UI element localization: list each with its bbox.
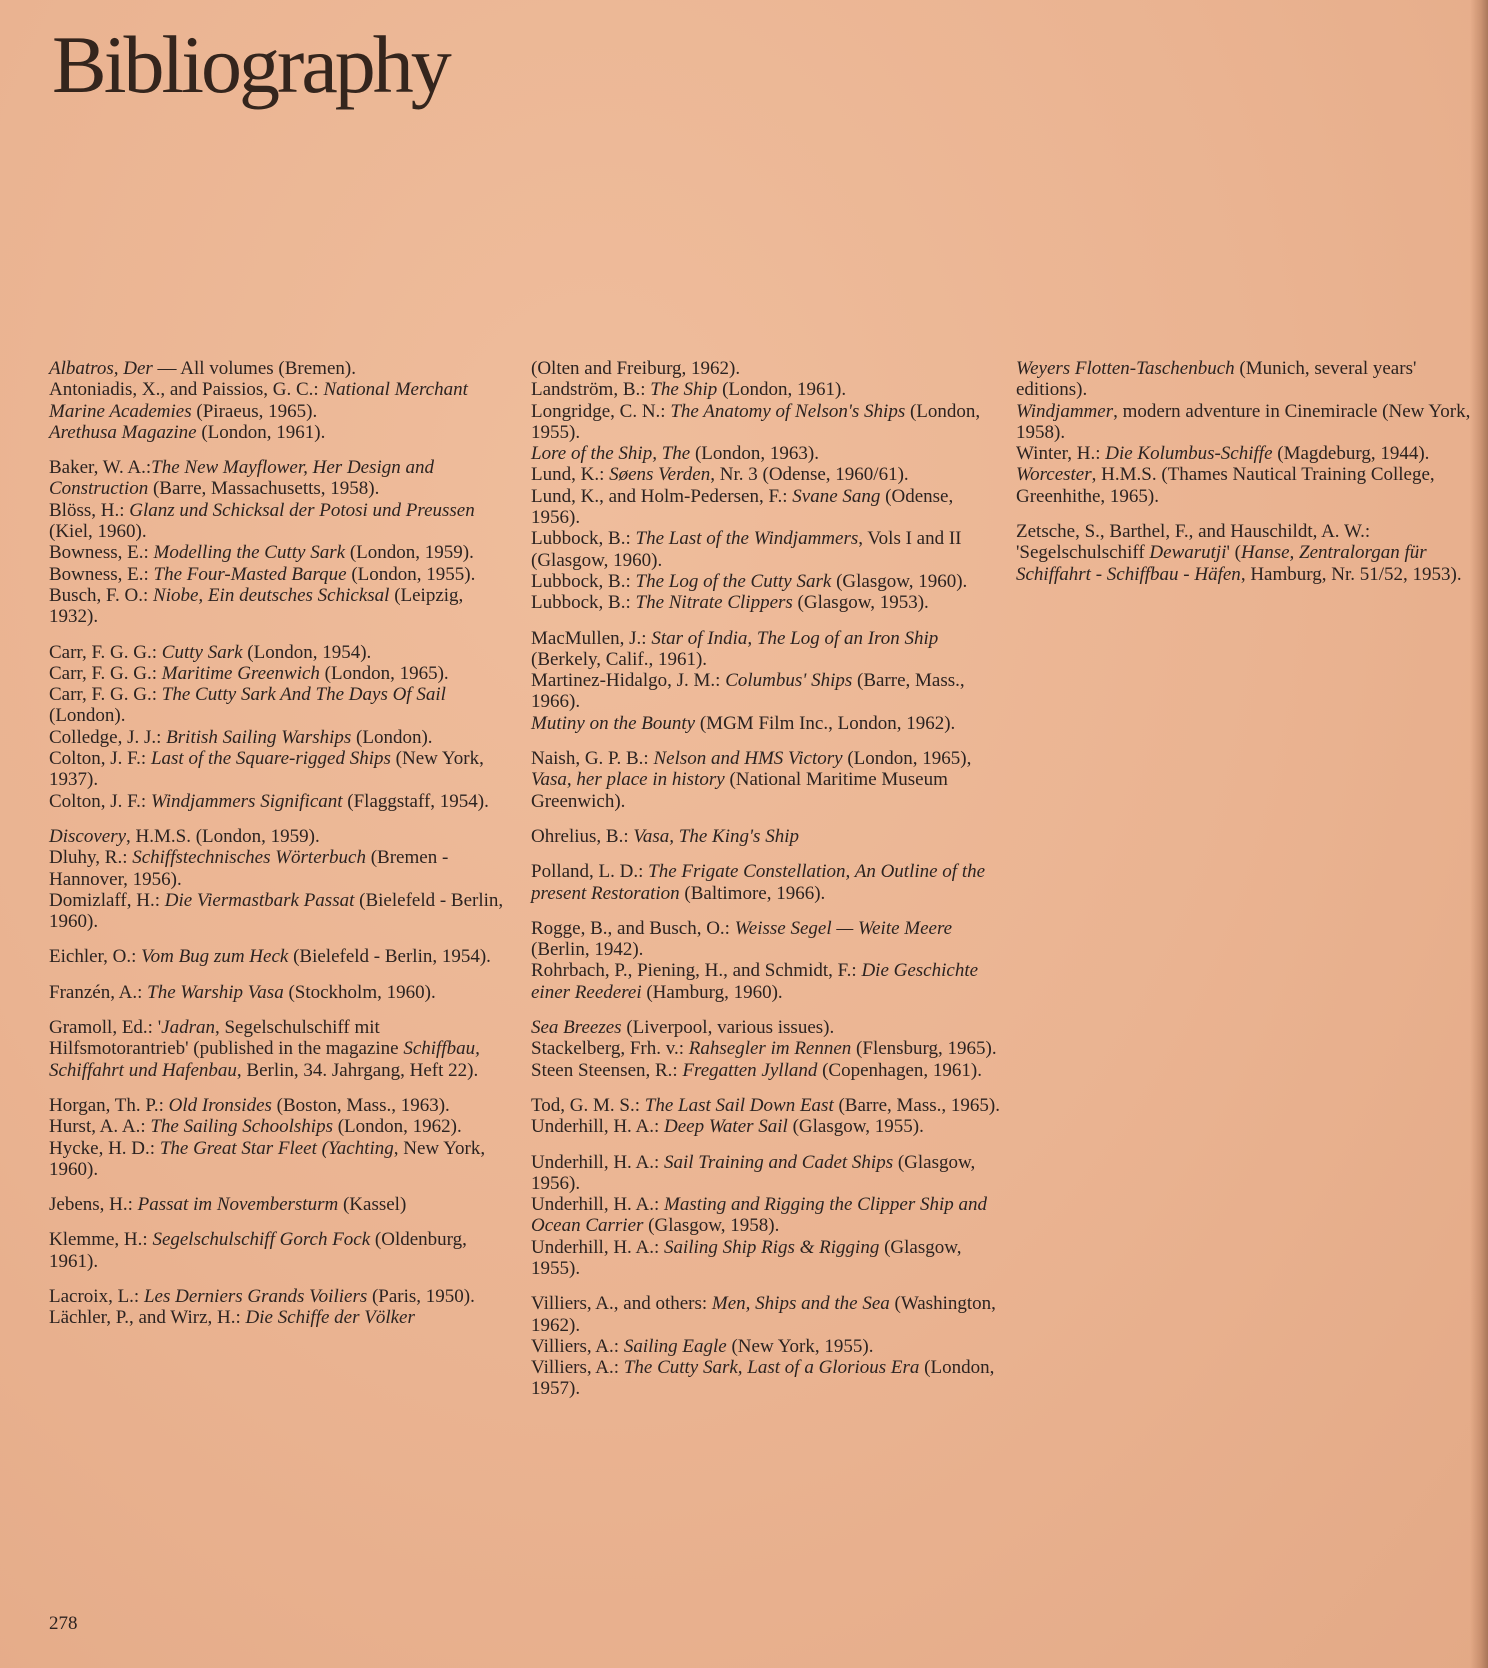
entry-text: (Baltimore, 1966). — [679, 882, 826, 904]
entry-text: Lächler, P., and Wirz, H.: — [49, 1307, 246, 1329]
bibliography-entry — [531, 486, 1001, 529]
entry-text: (Odense, 1956). — [531, 485, 954, 529]
entry-text: ' ( — [1226, 542, 1241, 564]
entry-text: (London, 1962). — [332, 1116, 462, 1138]
bibliography-entry — [49, 422, 509, 443]
entry-title-italic: Passat im Novembersturm — [137, 1194, 339, 1216]
entry-text: (Paris, 1950). — [367, 1285, 475, 1307]
entry-title-italic: Svane Sang — [792, 485, 881, 507]
entry-group — [531, 1152, 1001, 1280]
bibliography-entry — [531, 826, 1001, 847]
bibliography-entry — [531, 670, 1001, 713]
entry-text: , Berlin, 34. Jahrgang, Heft 22). — [236, 1059, 479, 1081]
entry-text: Landström, B.: — [531, 379, 651, 401]
bibliography-entry — [1016, 464, 1476, 507]
bibliography-entry — [49, 564, 509, 585]
entry-text: (Stockholm, 1960). — [283, 981, 436, 1003]
bibliography-entry — [531, 379, 1001, 400]
entry-text: (Kassel) — [338, 1194, 407, 1216]
entry-title-italic: Lore of the Ship, The — [531, 443, 691, 465]
entry-text: , Hamburg, Nr. 51/52, 1953). — [1240, 563, 1462, 585]
entry-title-italic: The Cutty Sark, Last of a Glorious Era — [623, 1357, 920, 1379]
entry-title-italic: Worcester — [1016, 464, 1092, 486]
entry-text: Underhill, H. A.: — [531, 1151, 664, 1173]
entry-title-italic: Men, Ships and the Sea — [711, 1293, 890, 1315]
entry-text: (Hamburg, 1960). — [641, 981, 783, 1003]
entry-text: (Copenhagen, 1961). — [817, 1059, 982, 1081]
entry-title-italic: Masting and Rigging the Clipper Ship and Ocean Carrier — [531, 1194, 987, 1237]
entry-text: (London). — [49, 705, 126, 727]
entry-text: Villiers, A.: — [531, 1357, 624, 1379]
bibliography-entry — [49, 826, 509, 847]
entry-text: Villiers, A., and others: — [531, 1293, 712, 1315]
entry-title-italic: Segelschulschiff Gorch Fock — [152, 1229, 371, 1251]
bibliography-entry — [49, 1286, 509, 1307]
bibliography-column-1 — [49, 358, 509, 1343]
entry-text: Colton, J. F.: — [49, 790, 151, 812]
entry-text: Colledge, J. J.: — [49, 726, 167, 748]
bibliography-entry — [531, 748, 1001, 812]
bibliography-entry — [531, 1017, 1001, 1038]
entry-group — [531, 1293, 1001, 1399]
entry-text: Eichler, O.: — [49, 946, 142, 968]
entry-title-italic: Sailing Ship Rigs & Rigging — [664, 1236, 880, 1258]
entry-text: (London, 1955). — [531, 400, 981, 443]
entry-text: Ohrelius, B.: — [531, 825, 634, 847]
entry-title-italic: The Frigate Constellation, An Outline of the present Restoration — [531, 861, 986, 904]
entry-group — [49, 642, 509, 812]
entry-text: Underhill, H. A.: — [531, 1194, 664, 1216]
entry-text: Stackelberg, Frh. v.: — [531, 1038, 689, 1060]
entry-title-italic: The Anatomy of Nelson's Ships — [670, 400, 906, 422]
entry-text: Carr, F. G. G.: — [49, 662, 162, 684]
entry-text: Zetsche, S., Barthel, F., and Hauschildt, A. W.: 'Segelschulschiff — [1016, 521, 1371, 564]
entry-text: Tod, G. M. S.: — [531, 1094, 645, 1116]
entry-title-italic: Jadran — [161, 1017, 215, 1039]
bibliography-entry — [49, 946, 509, 967]
entry-text: Bowness, E.: — [49, 563, 154, 585]
page-edge-shadow — [1470, 0, 1488, 1668]
entry-text: (Washington, 1962). — [531, 1293, 996, 1336]
entry-text: (London, 1961). — [196, 421, 326, 443]
entry-title-italic: Windjammers Significant — [150, 790, 343, 812]
entry-text: , Nr. 3 (Odense, 1960/61). — [710, 464, 909, 486]
entry-text: Lund, K.: — [531, 464, 610, 486]
entry-title-italic: Deep Water Sail — [664, 1116, 788, 1138]
bibliography-entry — [49, 1116, 509, 1137]
bibliography-entry — [531, 401, 1001, 444]
entry-group — [49, 982, 509, 1003]
entry-title-italic: Albatros, Der — [49, 358, 153, 379]
bibliography-entry — [49, 663, 509, 684]
entry-text: Baker, W. A.: — [49, 457, 152, 479]
entry-text: Hurst, A. A.: — [49, 1116, 151, 1138]
entry-text: Steen Steensen, R.: — [531, 1059, 683, 1081]
entry-text: Rohrbach, P., Piening, H., and Schmidt, F.: — [531, 960, 862, 982]
entry-text: (Berkely, Calif., 1961). — [531, 648, 708, 670]
bibliography-column-2 — [531, 358, 1001, 1414]
entry-text: (Liverpool, various issues). — [621, 1017, 835, 1039]
entry-title-italic: Sea Breezes — [531, 1017, 622, 1039]
entry-text: , modern adventure in Cinemiracle (New York, 1958). — [1016, 400, 1471, 443]
entry-text: Carr, F. G. G.: — [49, 641, 162, 663]
entry-title-italic: Die Viermastbark Passat — [164, 889, 355, 911]
entry-title-italic: The Four-Masted Barque — [153, 563, 347, 585]
entry-text: (London). — [351, 726, 433, 748]
entry-text: Lubbock, B.: — [531, 528, 636, 550]
entry-text: (Glasgow, 1955). — [787, 1116, 924, 1138]
entry-title-italic: The Cutty Sark And The Days Of Sail — [161, 684, 446, 706]
entry-title-italic: Glanz und Schicksal der Potosi und Preussen — [129, 499, 475, 521]
entry-title-italic: British Sailing Warships — [166, 726, 352, 748]
bibliography-entry — [49, 457, 509, 500]
entry-title-italic: The New Mayflower, Her Design and Construction — [49, 457, 435, 500]
entry-text: (Glasgow, 1955). — [531, 1236, 962, 1279]
bibliography-entry — [49, 379, 509, 422]
entry-text: , Segelschulschiff mit Hilfsmotorantrieb' (published in the magazine — [49, 1017, 404, 1060]
entry-group — [531, 861, 1001, 904]
bibliography-entry — [49, 1138, 509, 1181]
entry-text: , H.M.S. (Thames Nautical Training College, Greenhithe, 1965). — [1016, 464, 1435, 507]
entry-text: Martinez-Hidalgo, J. M.: — [531, 670, 726, 692]
entry-text: (Kiel, 1960). — [49, 521, 147, 543]
entry-text: (London, 1954). — [242, 641, 372, 663]
entry-title-italic: Fregatten Jylland — [682, 1059, 818, 1081]
bibliography-entry — [49, 542, 509, 563]
bibliography-entry — [531, 592, 1001, 613]
bibliography-entry — [49, 585, 509, 628]
entry-title-italic: Sailing Eagle — [623, 1335, 727, 1357]
entry-title-italic: The Last of the Windjammers — [635, 528, 859, 550]
entry-text: (Flaggstaff, 1954). — [342, 790, 489, 812]
entry-text: (Oldenburg, 1961). — [49, 1229, 467, 1272]
entry-text: Bowness, E.: — [49, 542, 154, 564]
entry-title-italic: Star of India, The Log of an Iron Ship — [651, 627, 939, 649]
entry-title-italic: The Log of the Cutty Sark — [635, 570, 832, 592]
entry-text: (New York, 1955). — [726, 1335, 874, 1357]
bibliography-entry — [49, 748, 509, 791]
entry-text: Lund, K., and Holm-Pedersen, F.: — [531, 485, 793, 507]
bibliography-entry — [49, 982, 509, 1003]
entry-title-italic: Last of the Square-rigged Ships — [150, 748, 391, 770]
page-number: 278 — [49, 1613, 78, 1634]
entry-title-italic: Schiffbau, Schiffahrt und Hafenbau — [49, 1038, 480, 1081]
bibliography-entry — [531, 861, 1001, 904]
entry-title-italic: Vasa, her place in history — [531, 769, 725, 791]
entry-title-italic: Rahsegler im Rennen — [688, 1038, 852, 1060]
entry-text: , Vols I and II (Glasgow, 1960). — [531, 528, 962, 571]
entry-title-italic: Die Geschichte einer Reederei — [531, 960, 979, 1003]
entry-group — [49, 358, 509, 443]
entry-text: (Piraeus, 1965). — [191, 400, 318, 422]
entry-title-italic: Windjammer — [1016, 400, 1114, 422]
entry-title-italic: Søens Verden — [609, 464, 711, 486]
entry-text: (New York, 1937). — [49, 748, 484, 791]
entry-title-italic: The Sailing Schoolships — [150, 1116, 333, 1138]
bibliography-entry — [531, 1060, 1001, 1081]
entry-text: (Magdeburg, 1944). — [1272, 443, 1430, 465]
entry-text: Dluhy, R.: — [49, 847, 133, 869]
bibliography-entry — [531, 358, 1001, 379]
bibliography-entry — [531, 1237, 1001, 1280]
entry-group — [531, 918, 1001, 1003]
entry-group — [49, 457, 509, 627]
entry-text: , New York, 1960). — [49, 1137, 486, 1180]
entry-group — [531, 748, 1001, 812]
entry-title-italic: Modelling the Cutty Sark — [153, 542, 346, 564]
bibliography-entry — [531, 1038, 1001, 1059]
bibliography-entry — [49, 1017, 509, 1081]
bibliography-entry — [531, 464, 1001, 485]
entry-text: (Glasgow, 1956). — [531, 1151, 976, 1194]
bibliography-entry — [1016, 521, 1476, 585]
entry-text: (Munich, several years' editions). — [1016, 358, 1417, 401]
entry-group — [49, 1286, 509, 1329]
entry-text: Lubbock, B.: — [531, 592, 636, 614]
entry-group — [49, 1194, 509, 1215]
bibliography-entry — [531, 628, 1001, 671]
entry-text: Blöss, H.: — [49, 499, 130, 521]
entry-text: (National Maritime Museum Greenwich). — [531, 769, 948, 812]
bibliography-entry — [531, 960, 1001, 1003]
entry-group — [49, 826, 509, 932]
entry-text: (Glasgow, 1958). — [643, 1215, 780, 1237]
entry-text: (Barre, Massachusetts, 1958). — [148, 478, 380, 500]
bibliography-entry — [531, 1152, 1001, 1195]
bibliography-entry — [531, 918, 1001, 961]
entry-title-italic: Niobe, Ein deutsches Schicksal — [153, 584, 390, 606]
bibliography-entry — [49, 727, 509, 748]
entry-title-italic: Les Derniers Grands Voiliers — [143, 1285, 368, 1307]
entry-text: Horgan, Th. P.: — [49, 1094, 169, 1116]
entry-text: (Glasgow, 1953). — [792, 592, 929, 614]
bibliography-entry — [531, 1194, 1001, 1237]
entry-group — [531, 1017, 1001, 1081]
entry-title-italic: Cutty Sark — [161, 641, 243, 663]
bibliography-entry — [49, 500, 509, 543]
entry-title-italic: The Great Star Fleet (Yachting — [159, 1137, 394, 1159]
entry-title-italic: Dewarutji — [1149, 542, 1227, 564]
entry-text: Gramoll, Ed.: ' — [49, 1017, 162, 1039]
entry-text: Franzén, A.: — [49, 981, 148, 1003]
entry-group — [49, 946, 509, 967]
entry-text: (Flensburg, 1965). — [851, 1038, 997, 1060]
entry-text: (London, 1965). — [319, 662, 449, 684]
entry-text: Underhill, H. A.: — [531, 1236, 664, 1258]
entry-title-italic: The Ship — [650, 379, 718, 401]
entry-text: Busch, F. O.: — [49, 584, 154, 606]
entry-title-italic: Die Kolumbus-Schiffe — [1105, 443, 1273, 465]
entry-text: Longridge, C. N.: — [531, 400, 671, 422]
entry-group — [49, 1095, 509, 1180]
bibliography-entry — [49, 1095, 509, 1116]
entry-text: (London, 1963). — [690, 443, 819, 465]
entry-text: Domizlaff, H.: — [49, 889, 165, 911]
entry-text: (Boston, Mass., 1963). — [271, 1094, 450, 1116]
bibliography-entry — [531, 1357, 1001, 1400]
entry-text: Jebens, H.: — [49, 1194, 138, 1216]
entry-text: (Glasgow, 1960). — [831, 570, 968, 592]
bibliography-entry — [1016, 443, 1476, 464]
entry-text: (Leipzig, 1932). — [49, 584, 464, 628]
entry-text: (Barre, Mass., 1966). — [531, 670, 965, 713]
bibliography-entry — [49, 1229, 509, 1272]
entry-group — [1016, 358, 1476, 507]
bibliography-entry — [49, 1307, 509, 1328]
bibliography-entry — [531, 1293, 1001, 1336]
entry-title-italic: Maritime Greenwich — [161, 662, 320, 684]
entry-group — [531, 1095, 1001, 1138]
entry-text: (London, 1965), — [842, 748, 972, 770]
entry-title-italic: Weisse Segel — Weite Meere — [734, 917, 953, 939]
entry-title-italic: Columbus' Ships — [725, 670, 853, 692]
entry-title-italic: The Last Sail Down East — [644, 1094, 834, 1116]
bibliography-entry — [531, 528, 1001, 571]
entry-title-italic: Nelson and HMS Victory — [653, 748, 843, 770]
entry-group — [531, 358, 1001, 614]
bibliography-entry — [531, 443, 1001, 464]
entry-text: (London, 1957). — [531, 1357, 995, 1400]
bibliography-entry — [1016, 401, 1476, 444]
entry-title-italic: Old Ironsides — [168, 1094, 272, 1116]
entry-text: Lubbock, B.: — [531, 570, 636, 592]
bibliography-entry — [531, 713, 1001, 734]
bibliography-entry — [531, 571, 1001, 592]
entry-title-italic: Vom Bug zum Heck — [141, 946, 289, 968]
entry-group — [531, 826, 1001, 847]
entry-text: Naish, G. P. B.: — [531, 748, 654, 770]
entry-text: Polland, L. D.: — [531, 861, 649, 883]
entry-text: (Barre, Mass., 1965). — [833, 1094, 1000, 1116]
entry-title-italic: The Nitrate Clippers — [635, 592, 793, 614]
entry-text: Lacroix, L.: — [49, 1285, 144, 1307]
entry-title-italic: Die Schiffe der Völker — [245, 1307, 415, 1329]
bibliography-entry — [49, 791, 509, 812]
entry-text: Underhill, H. A.: — [531, 1116, 664, 1138]
bibliography-column-3 — [1016, 358, 1476, 599]
bibliography-entry — [49, 642, 509, 663]
entry-text: Colton, J. F.: — [49, 748, 151, 770]
entry-text: (London, 1961). — [717, 379, 847, 401]
entry-text: Antoniadis, X., and Paissios, G. C.: — [49, 379, 324, 401]
entry-title-italic: Vasa, The King's Ship — [633, 825, 799, 847]
bibliography-entry — [531, 1116, 1001, 1137]
entry-title-italic: Discovery — [49, 825, 127, 847]
bibliography-entry — [49, 890, 509, 933]
bibliography-entry — [1016, 358, 1476, 401]
page-title: Bibliography — [52, 19, 449, 110]
entry-text: (Bielefeld - Berlin, 1960). — [49, 889, 504, 933]
bibliography-entry — [49, 684, 509, 727]
bibliography-entry — [49, 847, 509, 890]
entry-text: Hycke, H. D.: — [49, 1137, 160, 1159]
entry-group — [49, 1229, 509, 1272]
bibliography-entry — [49, 1194, 509, 1215]
bibliography-entry — [531, 1336, 1001, 1357]
entry-text: — All volumes (Bremen). — [152, 358, 356, 379]
entry-text: Villiers, A.: — [531, 1335, 624, 1357]
entry-text: Rogge, B., and Busch, O.: — [531, 917, 735, 939]
entry-title-italic: National Merchant Marine Academies — [49, 379, 468, 422]
entry-text: Carr, F. G. G.: — [49, 684, 162, 706]
entry-group — [49, 1017, 509, 1081]
entry-text: MacMullen, J.: — [531, 627, 652, 649]
entry-text: Klemme, H.: — [49, 1229, 153, 1251]
entry-text: (Bielefeld - Berlin, 1954). — [288, 946, 491, 968]
entry-title-italic: Hanse, Zentralorgan für Schiffahrt - Schiffbau - Häfen — [1016, 542, 1427, 585]
entry-text: (London, 1955). — [346, 563, 476, 585]
entry-group — [1016, 521, 1476, 585]
entry-title-italic: Sail Training and Cadet Ships — [664, 1151, 894, 1173]
entry-text: , H.M.S. (London, 1959). — [126, 825, 320, 847]
entry-text: (MGM Film Inc., London, 1962). — [695, 712, 956, 734]
entry-title-italic: Arethusa Magazine — [49, 421, 197, 443]
entry-text: (Olten and Freiburg, 1962). — [531, 358, 741, 379]
bibliography-entry — [49, 358, 509, 379]
bibliography-entry — [531, 1095, 1001, 1116]
entry-title-italic: Weyers Flotten-Taschenbuch — [1016, 358, 1235, 379]
entry-title-italic: Schiffstechnisches Wörterbuch — [132, 847, 366, 869]
entry-text: (London, 1959). — [345, 542, 474, 564]
entry-title-italic: The Warship Vasa — [147, 981, 284, 1003]
entry-text: (Berlin, 1942). — [531, 939, 644, 961]
entry-title-italic: Mutiny on the Bounty — [531, 712, 696, 734]
entry-group — [531, 628, 1001, 734]
entry-text: Winter, H.: — [1016, 443, 1106, 465]
entry-text: (Bremen - Hannover, 1956). — [49, 847, 449, 890]
